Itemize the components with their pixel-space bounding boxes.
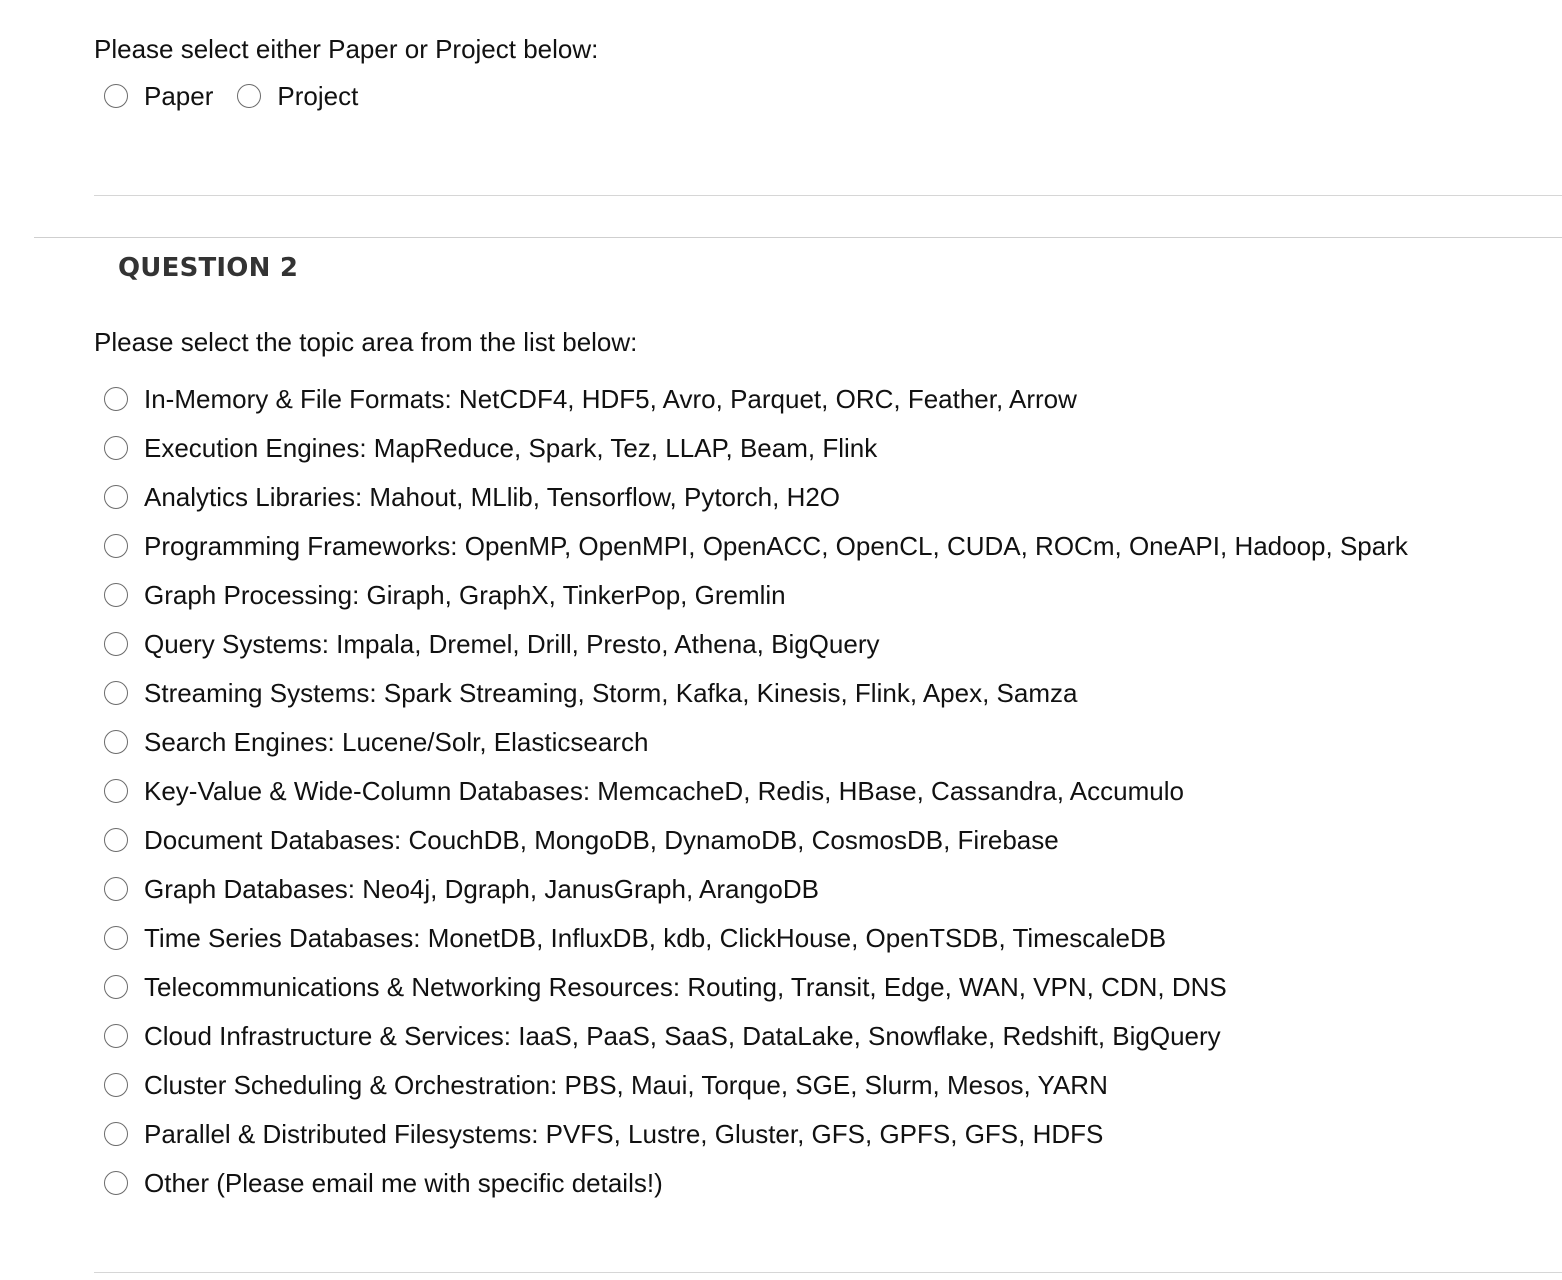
radio-button[interactable]: [104, 632, 128, 656]
radio-button[interactable]: [104, 387, 128, 411]
option-project[interactable]: [237, 80, 358, 112]
topic-option-label[interactable]: Cloud Infrastructure & Services: IaaS, PaaS, SaaS, DataLake, Snowflake, Redshift, BigQuery: [144, 1020, 1221, 1051]
topic-option-telecommunications[interactable]: [104, 962, 1408, 1011]
radio-button[interactable]: [104, 730, 128, 754]
question-2-prompt: Please select the topic area from the list below:: [94, 327, 638, 357]
topic-option-label[interactable]: Key-Value & Wide-Column Databases: MemcacheD, Redis, HBase, Cassandra, Accumulo: [144, 775, 1184, 806]
topic-option-label[interactable]: Search Engines: Lucene/Solr, Elasticsearch: [144, 726, 649, 757]
radio-button[interactable]: [104, 1122, 128, 1146]
topic-option-label[interactable]: Telecommunications & Networking Resources: Routing, Transit, Edge, WAN, VPN, CDN, DNS: [144, 971, 1227, 1002]
radio-button[interactable]: [104, 1171, 128, 1195]
topic-option-programming-frameworks[interactable]: [104, 521, 1408, 570]
radio-button[interactable]: [104, 779, 128, 803]
radio-button[interactable]: [104, 681, 128, 705]
topic-option-graph-databases[interactable]: [104, 864, 1408, 913]
topic-option-label[interactable]: Document Databases: CouchDB, MongoDB, DynamoDB, CosmosDB, Firebase: [144, 824, 1059, 855]
radio-button[interactable]: [104, 1073, 128, 1097]
section-divider: [34, 237, 1562, 238]
topic-option-label[interactable]: Parallel & Distributed Filesystems: PVFS, Lustre, Gluster, GFS, GPFS, GFS, HDFS: [144, 1118, 1104, 1149]
topic-option-label[interactable]: Streaming Systems: Spark Streaming, Storm, Kafka, Kinesis, Flink, Apex, Samza: [144, 677, 1078, 708]
topic-option-label[interactable]: In-Memory & File Formats: NetCDF4, HDF5, Avro, Parquet, ORC, Feather, Arrow: [144, 383, 1077, 414]
topic-option-label[interactable]: Time Series Databases: MonetDB, InfluxDB, kdb, ClickHouse, OpenTSDB, TimescaleDB: [144, 922, 1167, 953]
topic-option-streaming-systems[interactable]: [104, 668, 1408, 717]
question-2-title: QUESTION 2: [118, 253, 299, 283]
topic-option-label[interactable]: Cluster Scheduling & Orchestration: PBS, Maui, Torque, SGE, Slurm, Mesos, YARN: [144, 1069, 1108, 1100]
radio-paper[interactable]: [104, 84, 128, 108]
topic-option-search-engines[interactable]: [104, 717, 1408, 766]
topic-option-list: [104, 374, 1408, 1207]
radio-button[interactable]: [104, 926, 128, 950]
question-1-divider: [94, 195, 1562, 196]
radio-button[interactable]: [104, 975, 128, 999]
topic-option-graph-processing[interactable]: [104, 570, 1408, 619]
topic-option-label[interactable]: Query Systems: Impala, Dremel, Drill, Presto, Athena, BigQuery: [144, 628, 880, 659]
option-paper[interactable]: [104, 80, 213, 112]
topic-option-file-formats[interactable]: [104, 374, 1408, 423]
topic-option-filesystems[interactable]: [104, 1109, 1408, 1158]
topic-option-query-systems[interactable]: [104, 619, 1408, 668]
topic-option-analytics-libraries[interactable]: [104, 472, 1408, 521]
radio-button[interactable]: [104, 877, 128, 901]
topic-option-label[interactable]: Graph Processing: Giraph, GraphX, TinkerPop, Gremlin: [144, 579, 786, 610]
radio-project[interactable]: [237, 84, 261, 108]
topic-option-label[interactable]: Graph Databases: Neo4j, Dgraph, JanusGraph, ArangoDB: [144, 873, 819, 904]
radio-button[interactable]: [104, 534, 128, 558]
topic-option-cloud-infrastructure[interactable]: [104, 1011, 1408, 1060]
question-2-divider: [94, 1272, 1562, 1273]
topic-option-label[interactable]: Other (Please email me with specific details!): [144, 1167, 663, 1198]
topic-option-other[interactable]: [104, 1158, 1408, 1207]
topic-option-label[interactable]: Analytics Libraries: Mahout, MLlib, Tensorflow, Pytorch, H2O: [144, 481, 841, 512]
topic-option-time-series-databases[interactable]: [104, 913, 1408, 962]
topic-option-execution-engines[interactable]: [104, 423, 1408, 472]
radio-button[interactable]: [104, 436, 128, 460]
topic-option-label[interactable]: Execution Engines: MapReduce, Spark, Tez, LLAP, Beam, Flink: [144, 432, 878, 463]
radio-button[interactable]: [104, 485, 128, 509]
radio-button[interactable]: [104, 828, 128, 852]
question-1-prompt: Please select either Paper or Project below:: [94, 34, 599, 64]
option-paper-label[interactable]: Paper: [144, 81, 214, 111]
radio-button[interactable]: [104, 583, 128, 607]
radio-button[interactable]: [104, 1024, 128, 1048]
topic-option-label[interactable]: Programming Frameworks: OpenMP, OpenMPI, OpenACC, OpenCL, CUDA, ROCm, OneAPI, Hadoop, Spark: [144, 530, 1408, 561]
topic-option-key-value-databases[interactable]: [104, 766, 1408, 815]
topic-option-document-databases[interactable]: [104, 815, 1408, 864]
topic-option-cluster-scheduling[interactable]: [104, 1060, 1408, 1109]
question-1-options: [104, 80, 382, 112]
option-project-label[interactable]: Project: [277, 81, 359, 111]
